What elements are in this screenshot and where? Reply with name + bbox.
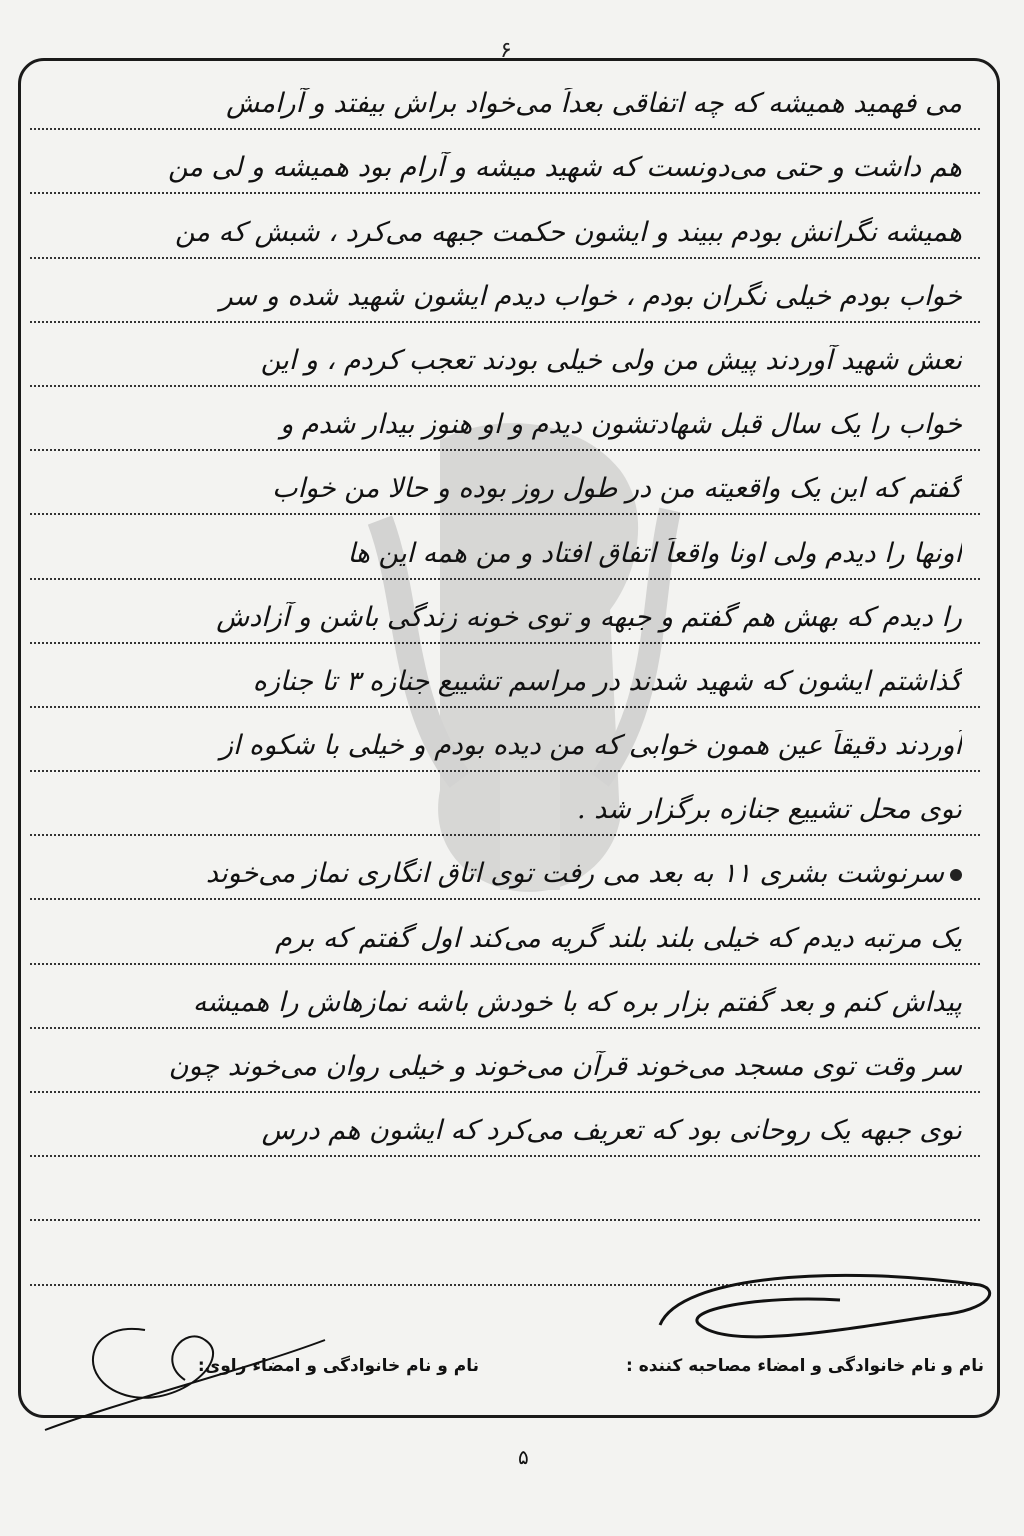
interviewer-signature-label: نام و نام خانوادگی و امضاء مصاحبه کننده : bbox=[625, 1356, 984, 1376]
ruled-line bbox=[30, 387, 980, 451]
ruled-line bbox=[30, 130, 980, 194]
line-text: خواب بودم خیلی نگران بودم ، خواب دیدم ایشون شهید شده و سر bbox=[219, 280, 962, 312]
interviewer-signature bbox=[640, 1255, 1010, 1375]
ruled-line bbox=[30, 772, 980, 836]
line-text: نعش شهید آوردند پیش من ولی خیلی بودند تعجب کردم ، و این bbox=[260, 344, 962, 376]
line-text: توی محل تشییع جنازه برگزار شد . bbox=[576, 794, 962, 826]
line-text: هم داشت و حتی می‌دونست که شهید میشه و آرام بود همیشه و لی من bbox=[167, 152, 962, 184]
ruled-line bbox=[30, 900, 980, 964]
line-text: سر وقت توی مسجد می‌خوند قرآن می‌خوند و خیلی روان می‌خوند چون bbox=[168, 1051, 962, 1082]
ruled-line bbox=[30, 1157, 980, 1221]
ruled-line bbox=[30, 515, 980, 579]
line-text: آوردند دقیقاً عین همون خوابی که من دیده بودم و خیلی با شکوه از bbox=[219, 730, 962, 762]
line-text: گذاشتم ایشون که شهید شدند در مراسم تشییع جنازه ۳ تا جنازه bbox=[252, 665, 962, 697]
ruled-line bbox=[30, 965, 980, 1029]
narrator-signature bbox=[25, 1300, 345, 1440]
line-text-content: سرنوشت بشری ۱۱ به بعد می رفت توی اتاق انگاری نماز می‌خوند bbox=[205, 858, 944, 890]
ruled-line bbox=[30, 580, 980, 644]
line-text: یک مرتبه دیدم که خیلی بلند بلند گریه می‌کند اول گفتم که برم bbox=[275, 922, 962, 954]
line-text: را دیدم که بهش هم گفتم و جبهه و توی خونه زندگی باشن و آزادش bbox=[216, 601, 962, 633]
line-text: اونها را دیدم ولی اونا واقعاً اتفاق افتاد و من همه این ها bbox=[347, 537, 962, 569]
handwritten-lines bbox=[30, 66, 980, 1286]
ruled-line bbox=[30, 836, 980, 900]
ruled-line bbox=[30, 323, 980, 387]
line-text: خواب را یک سال قبل شهادتشون دیدم و او هنوز بیدار شدم و bbox=[280, 409, 962, 441]
page-number-top: ۶ bbox=[500, 38, 512, 63]
line-text bbox=[36, 858, 962, 890]
ruled-line bbox=[30, 708, 980, 772]
ruled-line bbox=[30, 451, 980, 515]
narrator-signature-label: نام و نام خانوادگی و امضاء راوی: bbox=[197, 1356, 479, 1376]
ruled-line bbox=[30, 1093, 980, 1157]
bullet-icon bbox=[950, 869, 962, 881]
line-text: می فهمید همیشه که چه اتفاقی بعداً می‌خواد براش بیفتد و آرامش bbox=[226, 88, 962, 120]
ruled-line bbox=[30, 259, 980, 323]
line-text: گفتم که این یک واقعیته من در طول روز بوده و حالا من خواب bbox=[272, 473, 962, 505]
line-text: همیشه نگرانش بودم ببیند و ایشون حکمت جبهه می‌کرد ، شبش که من bbox=[174, 216, 962, 248]
line-text: پیداش کنم و بعد گفتم بزار بره که با خودش باشه نمازهاش را همیشه bbox=[192, 986, 962, 1018]
ruled-line bbox=[30, 194, 980, 258]
ruled-line bbox=[30, 66, 980, 130]
ruled-line bbox=[30, 644, 980, 708]
ruled-line bbox=[30, 1029, 980, 1093]
page-number-bottom: ۵ bbox=[518, 1445, 529, 1469]
line-text: توی جبهه یک روحانی بود که تعریف می‌کرد که ایشون هم درس bbox=[261, 1115, 962, 1147]
